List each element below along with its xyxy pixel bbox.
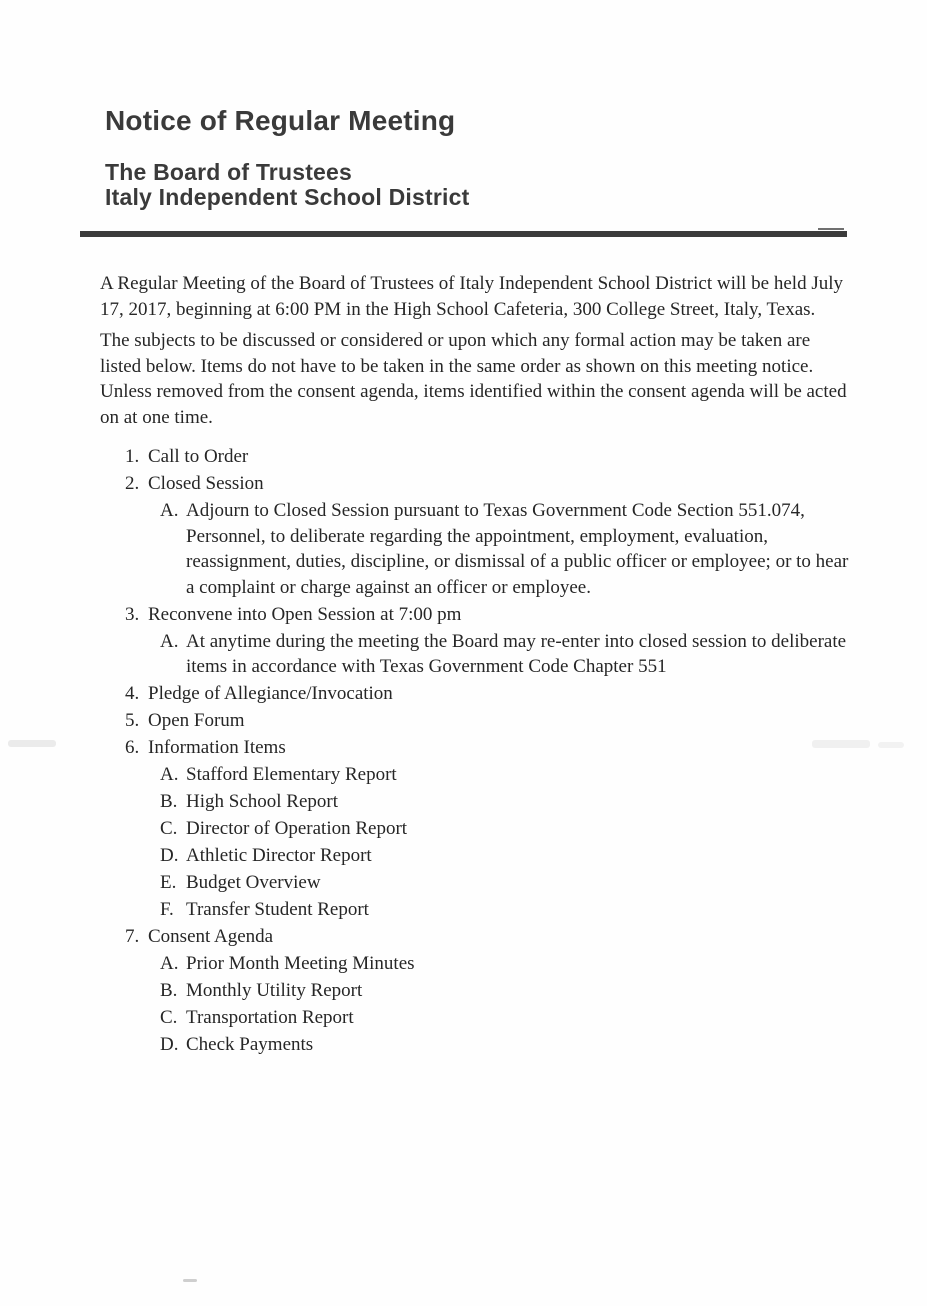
agenda-subitem-letter: C. <box>160 1007 178 1028</box>
agenda-item-number: 6. <box>125 737 140 758</box>
agenda-subitem-text: Budget Overview <box>186 872 321 893</box>
agenda-item-number: 4. <box>125 683 140 704</box>
agenda-subitem-letter: B. <box>160 791 178 812</box>
agenda-subitem-text: Check Payments <box>186 1034 314 1055</box>
agenda-subitem-letter: D. <box>160 845 179 866</box>
agenda-subitem-7A <box>160 951 850 977</box>
agenda-subitem-6B <box>160 789 850 815</box>
agenda-item-6 <box>125 735 850 761</box>
agenda-subitem-text: Athletic Director Report <box>186 845 372 866</box>
document-title: Notice of Regular Meeting <box>105 105 456 136</box>
agenda-item-3 <box>125 602 850 628</box>
divider-rule <box>80 231 847 237</box>
agenda-subitem-7D <box>160 1032 850 1058</box>
agenda-item-text: Information Items <box>148 737 286 758</box>
agenda-list <box>125 444 850 1058</box>
agenda-subitem-2A <box>160 498 850 600</box>
subtitle-district-line: Italy Independent School District <box>105 184 470 210</box>
agenda-subitem-6F <box>160 897 850 923</box>
agenda-item-number: 2. <box>125 473 140 494</box>
agenda-subitem-letter: B. <box>160 980 178 1001</box>
agenda-subitem-text: Director of Operation Report <box>186 818 408 839</box>
agenda-item-4 <box>125 681 850 707</box>
agenda-item-text: Open Forum <box>148 710 245 731</box>
agenda-item-5 <box>125 708 850 734</box>
agenda-item-number: 3. <box>125 603 140 625</box>
agenda-subitem-letter: A. <box>160 630 179 652</box>
subtitle-org-line: The Board of Trustees <box>105 159 353 185</box>
scan-smudge-left <box>8 740 56 747</box>
agenda-item-1 <box>125 444 850 470</box>
agenda-item-number: 5. <box>125 710 140 731</box>
agenda-subitem-6A <box>160 762 850 788</box>
agenda-item-2 <box>125 471 850 497</box>
agenda-subitem-text: Prior Month Meeting Minutes <box>186 953 415 974</box>
agenda-subitem-3A <box>160 629 850 680</box>
agenda-subitem-text: Adjourn to Closed Session pursuant to Texas Government Code Section 551.074, Personnel, to deliberate regarding the appointment, employment, evaluation, reassignment, duties, discipline, or dismissal of a public officer or employee; or to hear a complaint or charge against an officer or employee. <box>186 500 849 598</box>
agenda-subitem-6C <box>160 816 850 842</box>
agenda-subitem-text: Transportation Report <box>186 1007 354 1028</box>
divider-rule-artifact <box>818 228 844 230</box>
agenda-subitem-letter: F. <box>160 899 174 920</box>
intro-paragraph: A Regular Meeting of the Board of Trustees of Italy Independent School District will be held July 17, 2017, beginning at 6:00 PM in the High School Cafeteria, 300 College Street, Italy, Texas. <box>100 273 843 320</box>
agenda-subitem-7B <box>160 978 850 1004</box>
agenda-subitem-letter: E. <box>160 872 177 893</box>
scan-smudge-bottom <box>183 1279 197 1282</box>
agenda-item-number: 7. <box>125 926 140 947</box>
agenda-subitem-text: Stafford Elementary Report <box>186 764 397 785</box>
agenda-subitem-letter: A. <box>160 953 179 974</box>
agenda-item-number: 1. <box>125 446 140 467</box>
agenda-item-text: Call to Order <box>148 446 249 467</box>
agenda-item-7 <box>125 924 850 950</box>
scan-smudge-right-small <box>878 742 904 748</box>
agenda-item-text: Closed Session <box>148 473 264 494</box>
agenda-subitem-6E <box>160 870 850 896</box>
agenda-subitem-letter: A. <box>160 764 179 785</box>
agenda-subitem-7C <box>160 1005 850 1031</box>
agenda-subitem-text: Monthly Utility Report <box>186 980 363 1001</box>
scan-smudge-right <box>812 740 870 748</box>
agenda-subitem-text: High School Report <box>186 791 338 812</box>
agenda-item-text: Pledge of Allegiance/Invocation <box>148 683 393 704</box>
scanned-document-page <box>0 106 927 1306</box>
agenda-subitem-letter: D. <box>160 1034 179 1055</box>
agenda-item-text: Consent Agenda <box>148 926 274 947</box>
agenda-subitem-text: Transfer Student Report <box>186 899 369 920</box>
agenda-subitem-letter: A. <box>160 500 179 521</box>
document-subtitle <box>105 160 927 210</box>
agenda-subitem-6D <box>160 843 850 869</box>
agenda-subitem-letter: C. <box>160 818 178 839</box>
subjects-paragraph: The subjects to be discussed or considered or upon which any formal action may be taken are listed below. Items do not have to be taken in the same order as shown on this meeting notice. Unless removed from the consent agenda, items identified within the consent agenda will be acted on at one time. <box>100 330 847 428</box>
agenda-subitem-text: At anytime during the meeting the Board may re-enter into closed session to deliberate items in accordance with Texas Government Code Chapter 551 <box>186 630 847 677</box>
agenda-item-text: Reconvene into Open Session at 7:00 pm <box>148 603 462 625</box>
